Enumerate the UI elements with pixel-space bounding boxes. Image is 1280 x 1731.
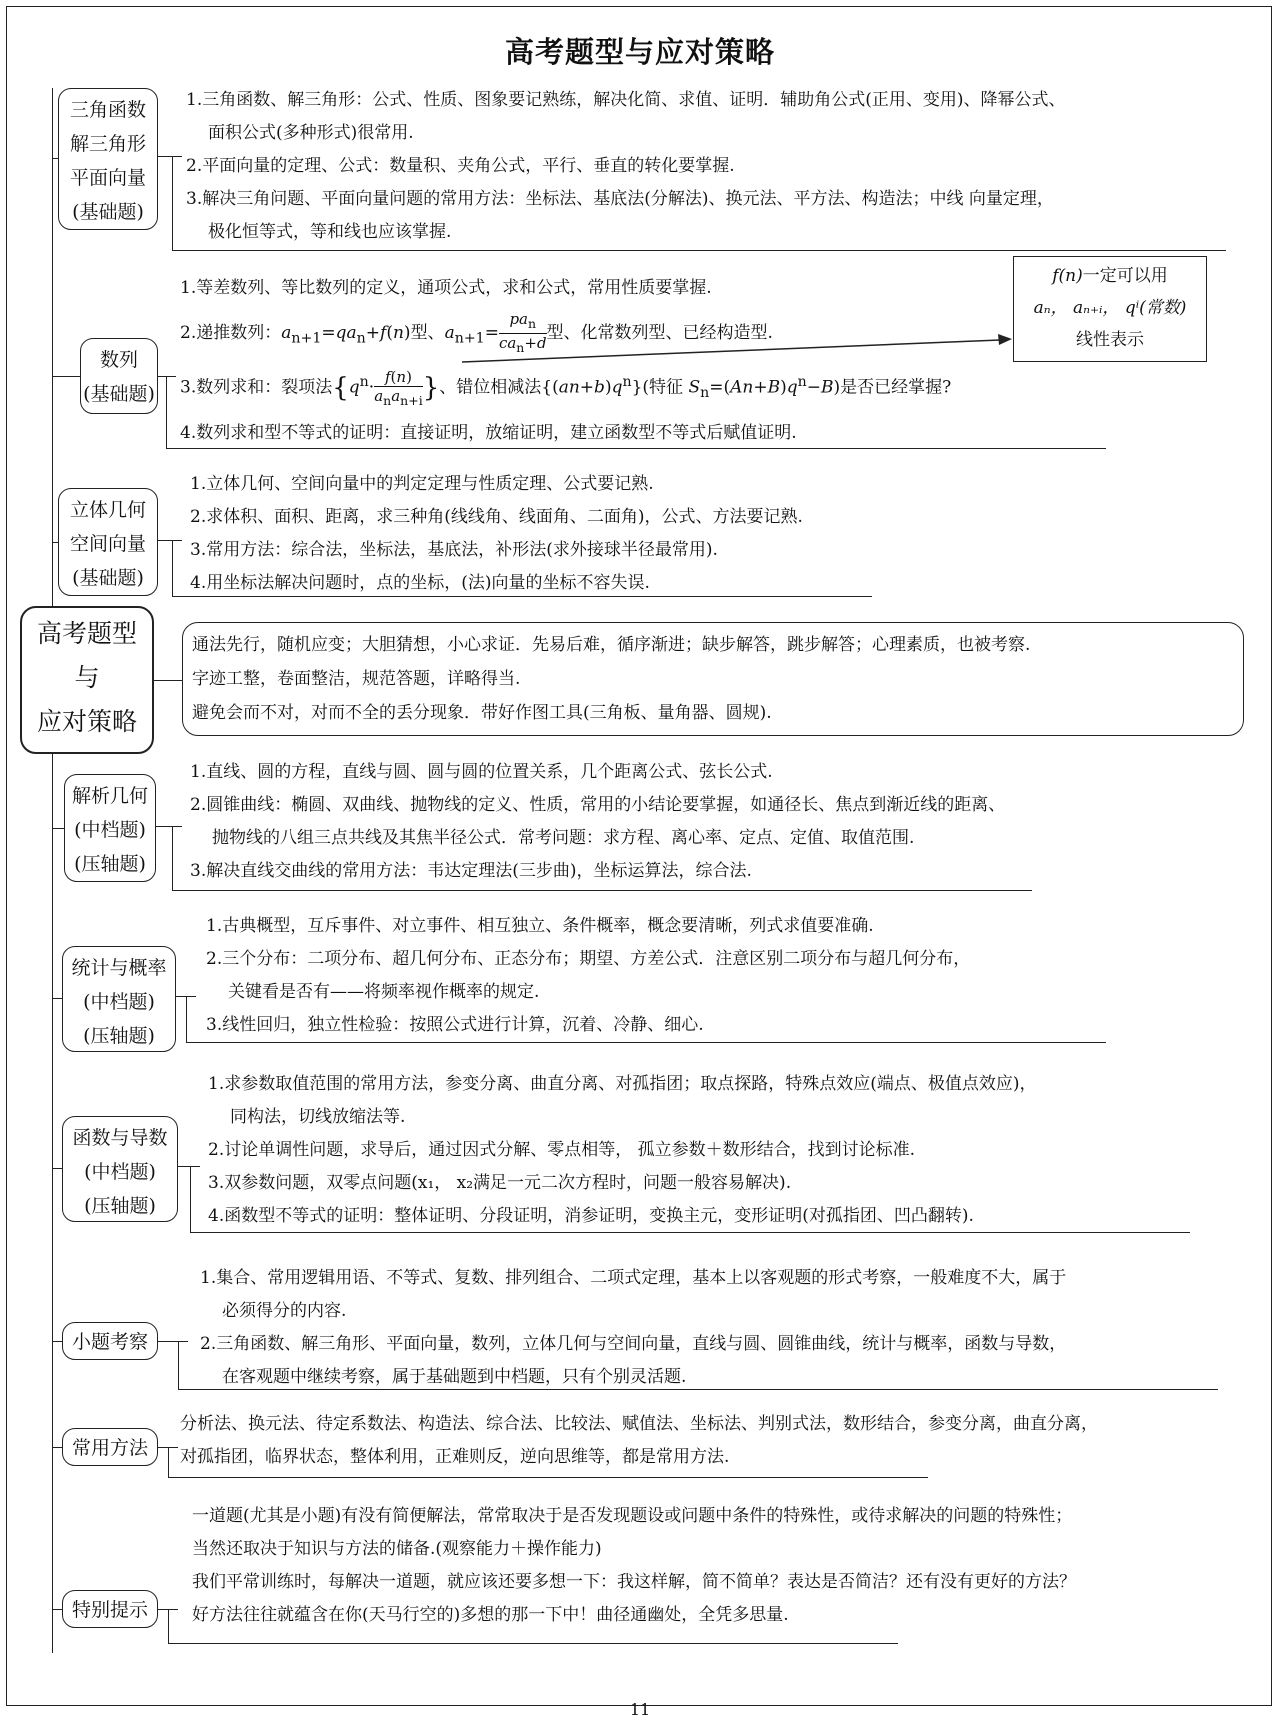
connector [52, 998, 62, 999]
center-line: 高考题型 [36, 619, 137, 648]
content-line: 3.解决直线交曲线的常用方法：韦达定理法(三步曲)，坐标运算法，综合法. [190, 861, 752, 881]
center-line: 与 [74, 663, 100, 692]
content-line: 好方法往往就蕴含在你(天马行空的)多想的那一下中！曲径通幽处，全凭多思量. [192, 1605, 789, 1625]
note-line: aₙ， aₙ₊ᵢ， qⁱ(常数) [1033, 298, 1187, 318]
content-methods [180, 1408, 1098, 1474]
topic-line: (压轴题) [84, 1195, 156, 1217]
content-line: 4.函数型不等式的证明：整体证明、分段证明，消参证明，变换主元，变形证明(对孤指团、凹凸翻转). [208, 1206, 974, 1226]
content-line: 3.解决三角问题、平面向量问题的常用方法：坐标法、基底法(分解法)、换元法、平方法、构造法；中线 向量定理， [186, 189, 1054, 209]
content-line: 3.数列求和：裂项法{$q^n\cdot$ f(n) $a_na_{n+i}$ }、错位相减法$\{(an+b)q^n\}$(特征 $S_n=(An+B)q^n-B$)是否已经掌握? [180, 367, 952, 408]
content-line: 必须得分的内容. [222, 1301, 347, 1321]
topic-line: 解三角形 [69, 133, 146, 155]
topic-line: (中档题) [83, 991, 155, 1013]
content-line: 在客观题中继续考察，属于基础题到中档题，只有个别灵活题. [222, 1367, 687, 1387]
content-line: 通法先行，随机应变；大胆猜想，小心求证．先易后难，循序渐进；缺步解答，跳步解答；心理素质，也被考察. [192, 635, 1031, 655]
topic-line: 小题考察 [71, 1331, 148, 1353]
content-line: 2.递推数列：$a_{n+1}=qa_n+f(n)$型、$a_{n+1}=$ $pa_n$ $ca_n+d$ 型、化常数列型、已经构造型. [180, 310, 773, 355]
content-line: 避免会而不对，对而不全的丢分现象．带好作图工具(三角板、量角器、圆规). [192, 703, 772, 723]
topic-line: 特别提示 [71, 1599, 148, 1621]
content-line: 3.常用方法：综合法，坐标法，基底法，补形法(求外接球半径最常用). [190, 540, 718, 560]
topic-line: (基础题) [72, 201, 144, 223]
note-text: f(n) [1052, 266, 1083, 286]
content-solid [190, 468, 803, 600]
content-line: 对孤指团，临界状态，整体利用，正难则反，逆向思维等，都是常用方法. [180, 1447, 730, 1467]
content-line: 1.集合、常用逻辑用语、不等式、复数、排列组合、二项式定理，基本上以客观题的形式考察，一般难度不大，属于 [200, 1268, 1067, 1288]
bracket [172, 826, 182, 890]
content-line: 同构法，切线放缩法等. [230, 1107, 406, 1127]
content-line: 我们平常训练时，每解决一道题，就应该还要多想一下：我这样解，简不简单？表达是否简洁？还有没有更好的方法？ [192, 1572, 1076, 1592]
connector [158, 1447, 168, 1448]
bracket [190, 1166, 200, 1232]
content-line: 面积公式(多种形式)很常用. [208, 123, 414, 143]
note-line: 线性表示 [1076, 330, 1144, 350]
topic-line: (中档题) [74, 819, 146, 841]
content-line: 2.圆锥曲线：椭圆、双曲线、抛物线的定义、性质，常用的小结论要掌握，如通径长、焦点到渐近线的距离、 [190, 795, 1006, 815]
content-line: 分析法、换元法、待定系数法、构造法、综合法、比较法、赋值法、坐标法、判别式法，数形结合，参变分离，曲直分离， [180, 1414, 1098, 1434]
content-text: 型、 [410, 323, 445, 343]
topic-line: 数列 [99, 349, 138, 371]
bracket [168, 1447, 178, 1477]
content-line: 极化恒等式，等和线也应该掌握. [208, 222, 452, 242]
connector [158, 540, 172, 541]
topic-line: 立体几何 [69, 499, 146, 521]
topic-methods [62, 1428, 158, 1466]
topic-solid [58, 488, 158, 596]
content-line: 字迹工整，卷面整洁，规范答题，详略得当. [192, 669, 521, 689]
topic-line: 函数与导数 [72, 1127, 168, 1149]
content-text: 型、化常数列型、已经构造型. [546, 323, 773, 343]
content-strategy [192, 628, 1030, 730]
connector [52, 828, 64, 829]
topic-stats [62, 946, 176, 1052]
content-func [208, 1068, 1036, 1233]
connector [158, 1609, 168, 1610]
topic-line: 统计与概率 [71, 957, 167, 979]
topic-line: 常用方法 [71, 1437, 148, 1459]
bracket [178, 1341, 188, 1389]
content-line: 1.直线、圆的方程，直线与圆、圆与圆的位置关系，几个距离公式、弦长公式. [190, 762, 773, 782]
content-line: 3.线性回归，独立性检验：按照公式进行计算，沉着、冷静、细心. [206, 1015, 704, 1035]
connector [52, 1447, 62, 1448]
bracket [186, 996, 196, 1042]
topic-analytic [64, 774, 156, 882]
topic-line: (压轴题) [74, 853, 146, 875]
connector [156, 826, 172, 827]
content-text: 3.数列求和：裂项法 [180, 378, 333, 399]
topic-line: (中档题) [84, 1161, 156, 1183]
content-line: 2.三角函数、解三角形、平面向量，数列，立体几何与空间向量，直线与圆、圆锥曲线，统计与概率，函数与导数， [200, 1334, 1067, 1354]
section-underline [168, 1477, 928, 1478]
topic-line: 解析几何 [71, 785, 148, 807]
content-line: 1.三角函数、解三角形：公式、性质、图象要记熟练，解决化简、求值、证明．辅助角公式(正用、变用)、降幂公式、 [186, 90, 1066, 110]
content-line: 4.数列求和型不等式的证明：直接证明，放缩证明，建立函数型不等式后赋值证明. [180, 423, 797, 444]
content-text: 2.递推数列： [180, 323, 282, 343]
content-text: 、错位相减法 [439, 378, 542, 399]
topic-line: 平面向量 [69, 167, 146, 189]
connector [176, 996, 186, 997]
bracket [172, 540, 182, 596]
content-line: 1.等差数列、等比数列的定义，通项公式，求和公式，常用性质要掌握. [180, 278, 712, 298]
topic-tips [62, 1590, 158, 1628]
connector [154, 680, 182, 681]
connector [52, 542, 58, 543]
content-line: 1.立体几何、空间向量中的判定定理与性质定理、公式要记熟. [190, 474, 654, 494]
bracket [168, 1609, 178, 1643]
content-line: 抛物线的八组三点共线及其焦半径公式．常考问题：求方程、离心率、定点、定值、取值范围. [212, 828, 915, 848]
page-title: 高考题型与应对策略 [504, 35, 775, 69]
content-line: 2.讨论单调性问题，求导后，通过因式分解、零点相等， 孤立参数＋数形结合，找到讨论标准. [208, 1140, 916, 1160]
content-line: 4.用坐标法解决问题时，点的坐标，(法)向量的坐标不容失误. [190, 573, 650, 593]
content-tips [192, 1500, 1076, 1632]
connector [52, 1341, 62, 1342]
page-number: 11 [629, 1700, 651, 1719]
content-text: (特征 [642, 378, 684, 399]
content-line: 一道题(尤其是小题)有没有简便解法，常常取决于是否发现题设或问题中条件的特殊性，或待求解决的问题的特殊性； [192, 1506, 1073, 1526]
section-underline [168, 1643, 898, 1644]
note-text: 一定可以用 [1082, 266, 1168, 286]
content-line: 1.求参数取值范围的常用方法，参变分离、曲直分离、对孤指团；取点探路，特殊点效应(端点、极值点效应)， [208, 1074, 1037, 1094]
section-underline [172, 890, 1032, 891]
connector [158, 1341, 178, 1342]
topic-func [62, 1116, 178, 1222]
content-line: 1.古典概型，互斥事件、对立事件、相互独立、条件概率，概念要清晰，列式求值要准确. [206, 916, 874, 936]
connector [52, 1609, 62, 1610]
content-line: 2.平面向量的定理、公式：数量积、夹角公式，平行、垂直的转化要掌握. [186, 156, 735, 176]
topic-line: (基础题) [83, 383, 155, 405]
center-line: 应对策略 [36, 707, 137, 736]
content-line: 当然还取决于知识与方法的储备.(观察能力＋操作能力) [192, 1539, 602, 1559]
topic-line: 空间向量 [69, 533, 146, 555]
content-stats [206, 910, 970, 1042]
connector [178, 1166, 190, 1167]
topic-line: (压轴题) [83, 1025, 155, 1047]
content-text: )是否已经掌握? [833, 378, 952, 399]
content-line: 2.三个分布：二项分布、超几何分布、正态分布；期望、方差公式．注意区别二项分布与超几何分布， [206, 949, 971, 969]
content-line: 3.双参数问题，双零点问题(x₁， x₂满足一元二次方程时，问题一般容易解决). [208, 1173, 792, 1193]
topic-line: (基础题) [72, 567, 144, 589]
connector [52, 1168, 62, 1169]
topic-line: 三角函数 [69, 99, 146, 121]
content-small [200, 1262, 1066, 1394]
content-line: 2.求体积、面积、距离，求三种角(线线角、线面角、二面角)，公式、方法要记熟. [190, 507, 803, 527]
content-analytic [190, 756, 1005, 888]
content-line: 关键看是否有——将频率视作概率的规定. [228, 982, 540, 1002]
topic-small [62, 1322, 158, 1360]
section-underline [186, 1042, 1106, 1043]
